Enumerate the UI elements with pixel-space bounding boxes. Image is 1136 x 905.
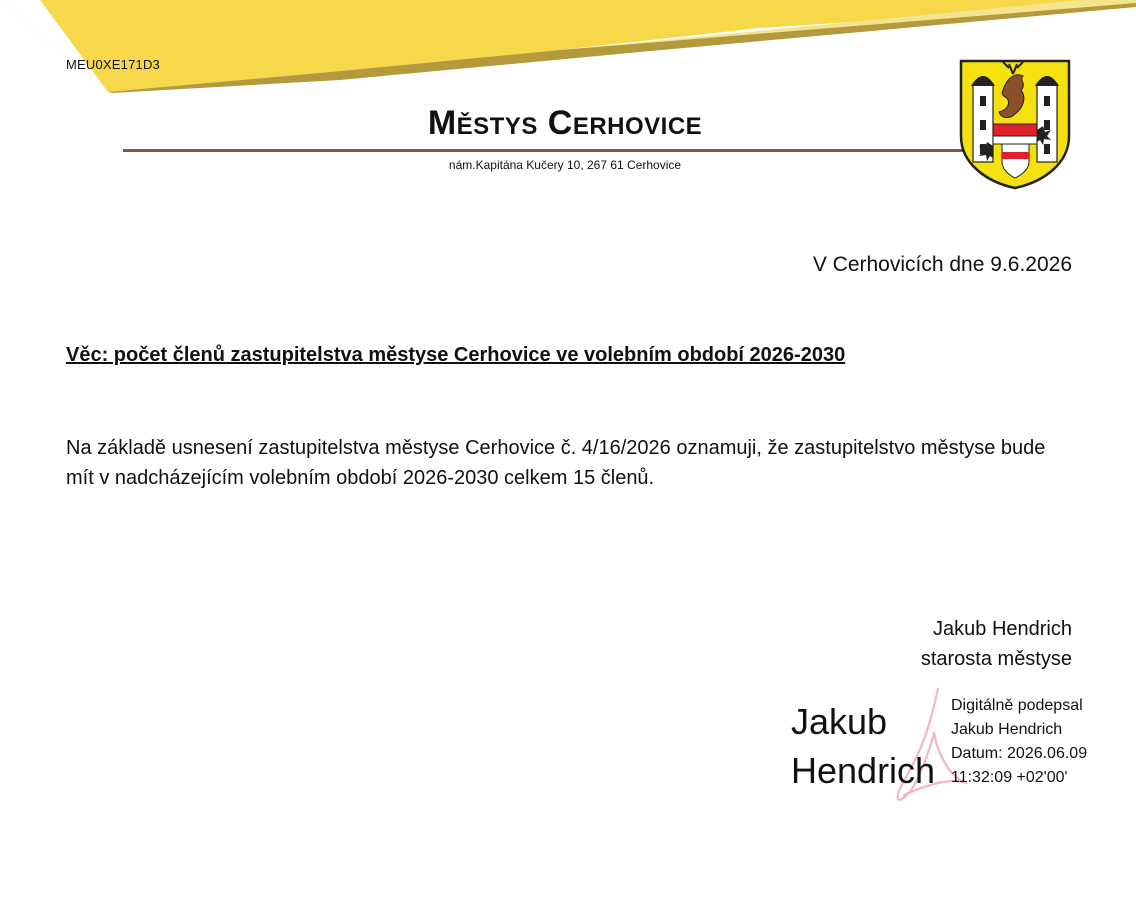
signatory-block <box>921 614 1072 674</box>
signatory-role: starosta městyse <box>920 648 1072 670</box>
document-reference-code: MEU0XE171D3 <box>66 57 160 72</box>
digital-signature-signer: Jakub Hendrich <box>951 721 1063 738</box>
date-line: V Cerhovicích dne 9.6.2026 <box>812 253 1072 276</box>
issuer-title: Městys Cerhovice <box>427 104 703 142</box>
signatory-name: Jakub Hendrich <box>933 618 1072 640</box>
digital-signature-date: Datum: 2026.06.09 <box>951 745 1088 762</box>
digital-signature-name-line-2: Hendrich <box>791 750 936 791</box>
digital-signature-time: 11:32:09 +02'00' <box>951 769 1068 786</box>
digital-signature-name-line-1: Jakub <box>791 701 888 742</box>
digital-signature-details <box>951 694 1087 790</box>
body-paragraph: Na základě usnesení zastupitelstva městyse Cerhovice č. 4/16/2026 oznamuji, že zastupitelstvo městyse bude mít v nadcházejícím volebním období 2026-2030 celkem 15 členů. <box>66 437 1046 489</box>
header-divider <box>123 149 969 152</box>
subject-heading: Věc: počet členů zastupitelstva městyse Cerhovice ve volebním období 2026-2030 <box>66 344 846 366</box>
issuer-address: nám.Kapitána Kučery 10, 267 61 Cerhovice <box>448 158 682 172</box>
digital-signature-label: Digitálně podepsal <box>951 697 1083 714</box>
digital-signature-name <box>791 697 935 795</box>
coat-of-arms-icon <box>957 58 1073 190</box>
